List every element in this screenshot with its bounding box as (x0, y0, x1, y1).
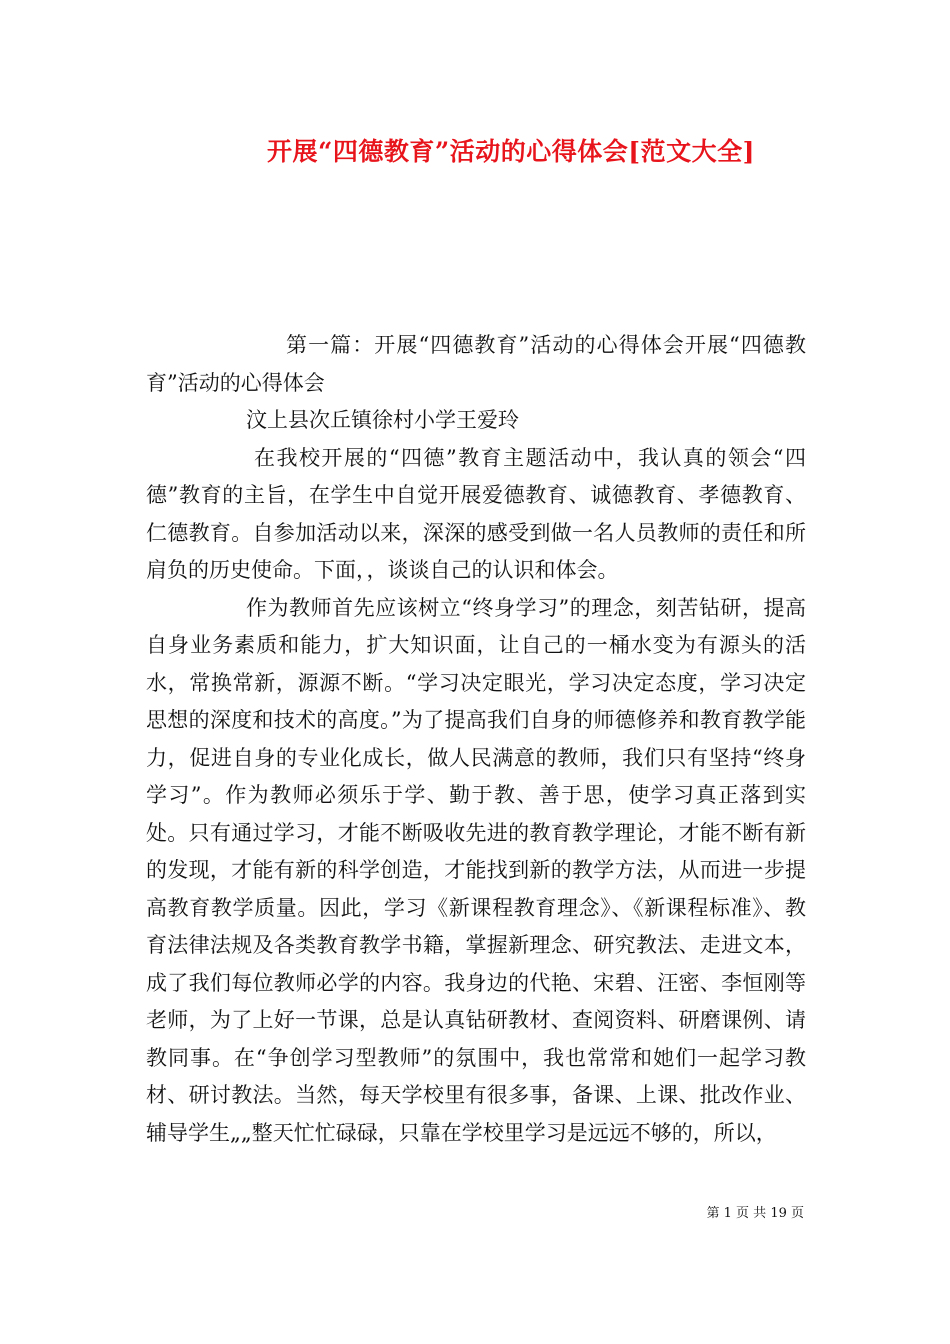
document-title: 开展“四德教育”活动的心得体会[范文大全] (267, 137, 755, 166)
author-line: 汶上县次丘镇徐村小学王爱玲 (246, 408, 519, 432)
section-heading: 第一篇：开展“四德教育”活动的心得体会开展“四德教育”活动的心得体会 (146, 333, 806, 395)
page-number: 第 1 页 共 19 页 (706, 1206, 804, 1221)
paragraph: 作为教师首先应该树立“终身学习”的理念，刻苦钻研，提高自身业务素质和能力，扩大知识面，让自己的一桶水变为有源头的活水，常换常新，源源不断。“学习决定眼光，学习决定态度，学习决定思想的深度和技术的高度。”为了提高我们自身的师德修养和教育教学能力，促进自身的专业化成长，做人民满意的教师，我们只有坚持“终身学习”。作为教师必须乐于学、勤于教、善于思，使学习真正落到实处。只有通过学习，才能不断吸收先进的教育教学理论，才能不断有新的发现，才能有新的科学创造，才能找到新的教学方法，从而进一步提高教育教学质量。因此，学习《新课程教育理念》、《新课程标准》、教育法律法规及各类教育教学书籍，掌握新理念、研究教法、走进文本，成了我们每位教师必学的内容。我身边的代艳、宋碧、汪密、李恒刚等老师，为了上好一节课，总是认真钻研教材、查阅资料、研磨课例、请教同事。在“争创学习型教师”的氛围中，我也常常和她们一起学习教材、研讨教法。当然，每天学校里有很多事，备课、上课、批改作业、辅导学生„„整天忙忙碌碌，只靠在学校里学习是远远不够的，所以， (146, 595, 806, 1145)
document-body (146, 327, 806, 1152)
paragraph: 在我校开展的“四德”教育主题活动中，我认真的领会“四德”教育的主旨，在学生中自觉开展爱德教育、诚德教育、孝德教育、仁德教育。自参加活动以来，深深的感受到做一名人员教师的责任和所肩负的历史使命。下面，，谈谈自己的认识和体会。 (146, 445, 806, 582)
